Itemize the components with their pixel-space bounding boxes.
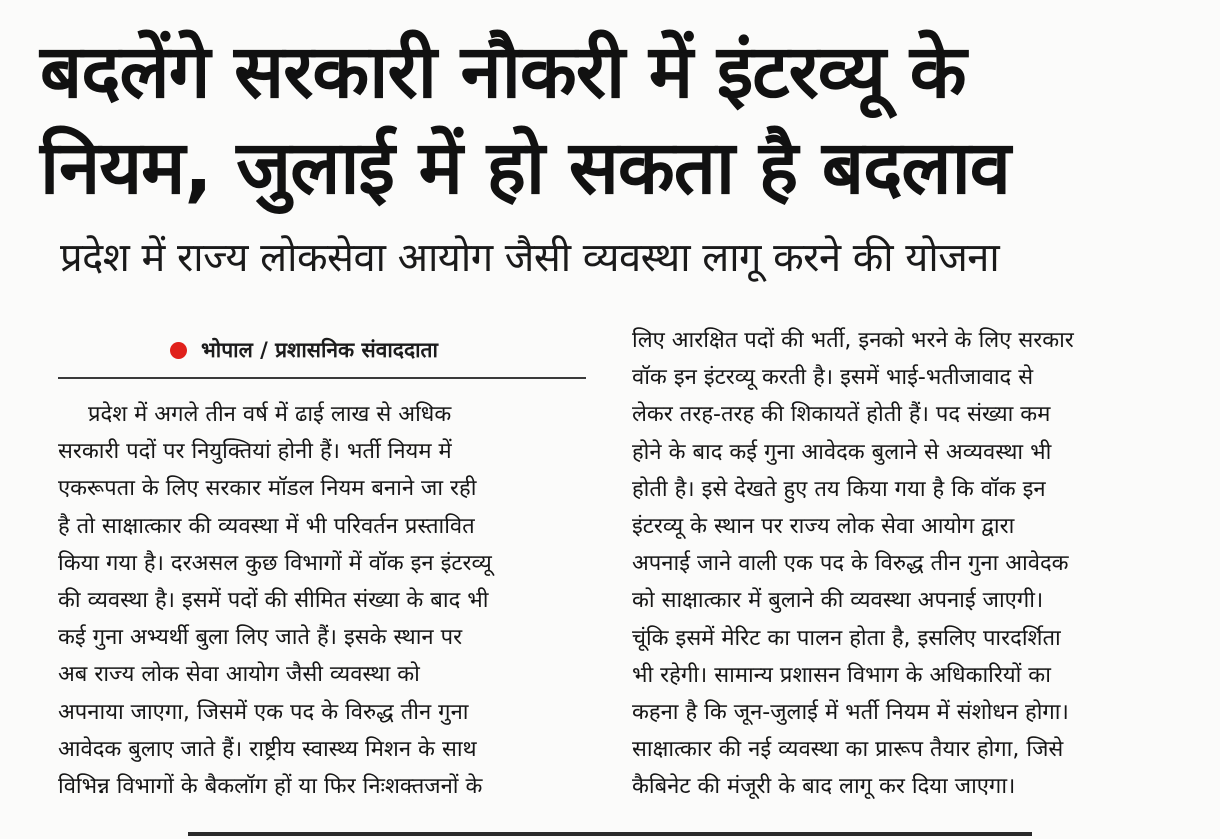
article-line: लेकर तरह-तरह की शिकायतें होती हैं। पद संख्या कम — [632, 402, 1051, 428]
byline-text: भोपाल / प्रशासनिक संवाददाता — [201, 338, 438, 362]
article-line: अपनाया जाएगा, जिसमें एक पद के विरुद्ध तीन गुना — [58, 699, 469, 725]
article-line: लिए आरक्षित पदों की भर्ती, इनको भरने के लिए सरकार — [632, 328, 1074, 353]
article-line: किया गया है। दरअसल कुछ विभागों में वॉक इन इंटरव्यू — [58, 550, 492, 576]
article-line: साक्षात्कार की नई व्यवस्था का प्रारूप तैयार होगा, जिसे — [632, 737, 1064, 763]
article-line: होती है। इसे देखते हुए तय किया गया है कि वॉक इन — [632, 476, 1046, 502]
byline — [170, 333, 438, 367]
bullet-dot-icon — [170, 342, 187, 359]
article-line: है तो साक्षात्कार की व्यवस्था में भी परिवर्तन प्रस्तावित — [58, 513, 475, 539]
article-line: भी रहेगी। सामान्य प्रशासन विभाग के अधिकारियों का — [632, 662, 1051, 688]
article-line: कई गुना अभ्यर्थी बुला लिए जाते हैं। इसके स्थान पर — [58, 625, 463, 651]
article-line: चूंकि इसमें मेरिट का पालन होता है, इसलिए पारदर्शिता — [632, 625, 1061, 651]
article-line: एकरूपता के लिए सरकार मॉडल नियम बनाने जा रही — [58, 476, 477, 502]
article-line: सरकारी पदों पर नियुक्तियां होनी हैं। भर्ती नियम में — [58, 439, 452, 465]
article-line: आवेदक बुलाए जाते हैं। राष्ट्रीय स्वास्थ्य मिशन के साथ — [58, 736, 477, 762]
subheadline: प्रदेश में राज्य लोकसेवा आयोग जैसी व्यवस्था लागू करने की योजना — [60, 235, 1000, 281]
article-line: इंटरव्यू के स्थान पर राज्य लोक सेवा आयोग द्वारा — [632, 513, 1015, 539]
article-line: वॉक इन इंटरव्यू करती है। इसमें भाई-भतीजावाद से — [632, 365, 1034, 391]
article-line: कैबिनेट की मंजूरी के बाद लागू कर दिया जाएगा। — [632, 774, 1016, 800]
bottom-divider — [188, 832, 1032, 836]
byline-divider — [58, 377, 586, 379]
article-line: अपनाई जाने वाली एक पद के विरुद्ध तीन गुना आवेदक — [632, 551, 1069, 577]
article-line: की व्यवस्था है। इसमें पदों की सीमित संख्या के बाद भी — [58, 587, 489, 613]
article-line: कहना है कि जून-जुलाई में भर्ती नियम में संशोधन होगा। — [632, 699, 1069, 725]
article-line: होने के बाद कई गुना आवेदक बुलाने से अव्यवस्था भी — [632, 439, 1052, 465]
headline-line-2: नियम, जुलाई में हो सकता है बदलाव — [40, 125, 1010, 211]
article-column-right — [632, 322, 1172, 805]
article-column-left — [58, 396, 588, 805]
article-line: को साक्षात्कार में बुलाने की व्यवस्था अपनाई जाएगी। — [632, 588, 1044, 614]
article-line: प्रदेश में अगले तीन वर्ष में ढाई लाख से अधिक — [88, 402, 452, 427]
article-line: विभिन्न विभागों के बैकलॉग हों या फिर निःशक्तजनों के — [58, 773, 483, 799]
headline-line-1: बदलेंगे सरकारी नौकरी में इंटरव्यू के — [40, 29, 966, 115]
article-line: अब राज्य लोक सेवा आयोग जैसी व्यवस्था को — [58, 662, 420, 688]
